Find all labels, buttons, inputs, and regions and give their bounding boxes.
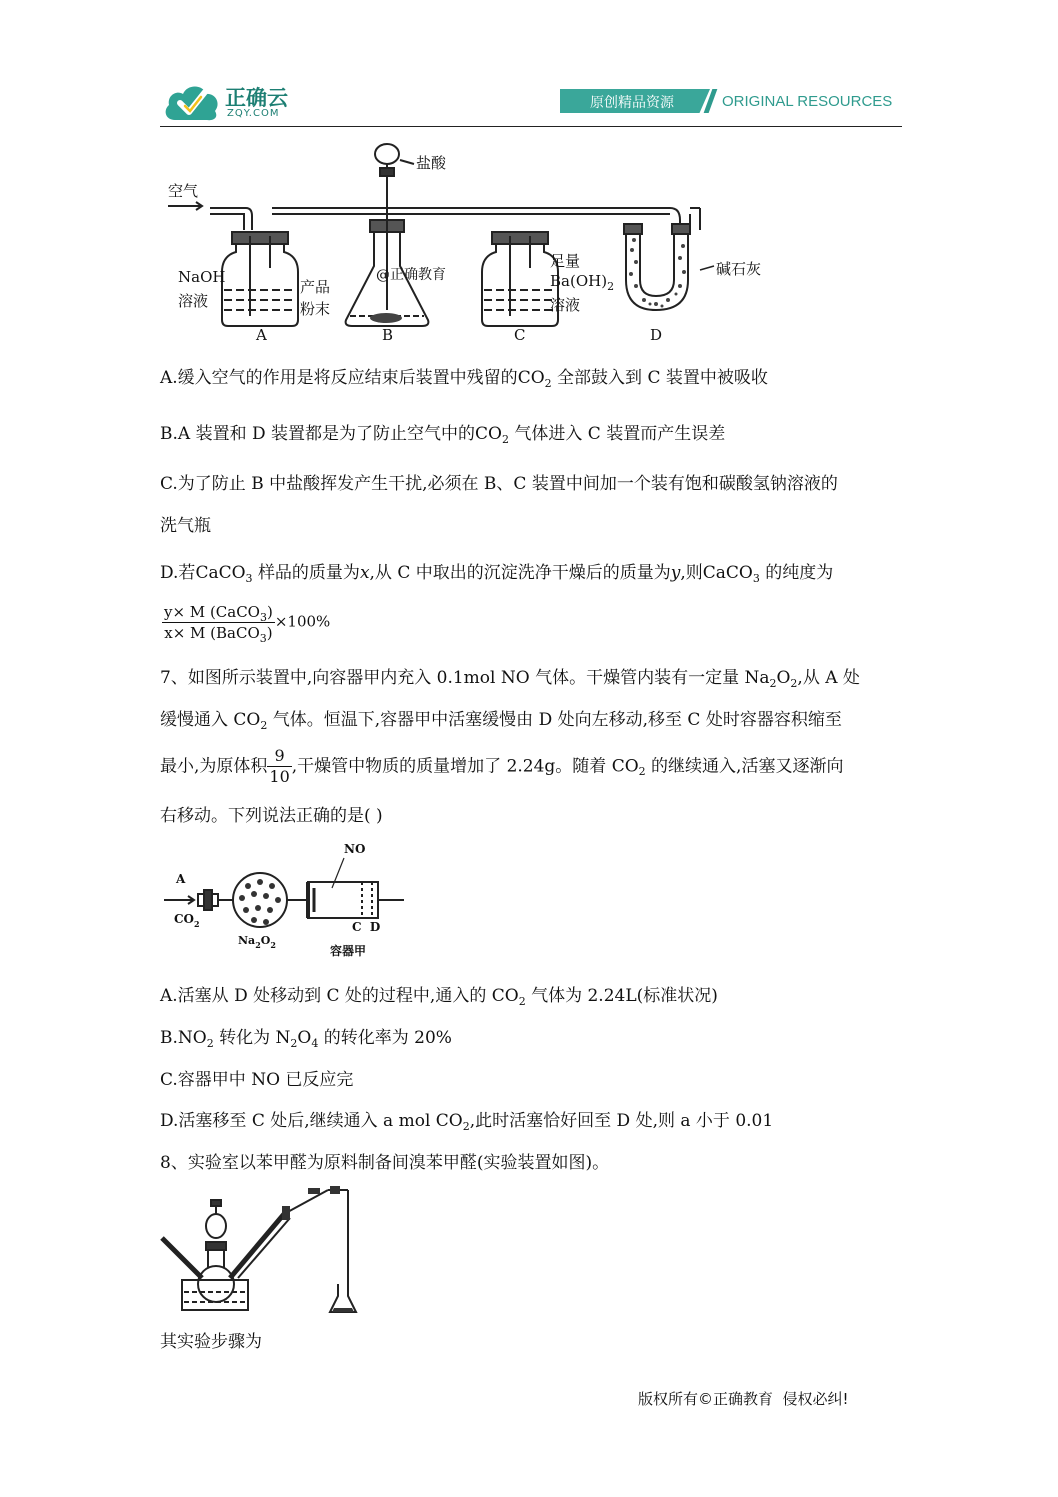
fig2-label-a: A	[176, 872, 186, 886]
fig2-label-na2o2: $Na_2O_2$	[238, 934, 276, 950]
label-naoh: NaOH	[178, 268, 226, 286]
fig2-label-container: 容器甲	[330, 944, 367, 958]
q7-line2: 缓慢通入 $CO_2$ 气体。恒温下,容器甲中活塞缓慢由 D 处向左移动,移至 C 处时容器容积缩至	[160, 710, 842, 732]
q8-steps-heading: 其实验步骤为	[160, 1332, 262, 1352]
q6-option-b: B.A 装置和 D 装置都是为了防止空气中的$CO_2$ 气体进入 C 装置而产生误差	[160, 424, 726, 446]
volume-fraction: $\frac{9}{10}$	[269, 746, 290, 786]
label-powder: 粉末	[300, 300, 331, 318]
q7-line1: 7、如图所示装置中,向容器甲内充入 0.1mol NO 气体。干燥管内装有一定量 $Na_2O_2$,从 A 处	[160, 668, 860, 690]
fig2-label-no: NO	[344, 842, 366, 856]
distillation-diagram	[158, 1180, 368, 1316]
figure-drying-tube	[160, 838, 410, 963]
q6-option-a: A.缓入空气的作用是将反应结束后装置中残留的$CO_2$ 全部鼓入到 C 装置中被吸收	[160, 368, 768, 390]
label-hcl: 盐酸	[416, 154, 447, 172]
q6-option-c-line2: 洗气瓶	[160, 516, 211, 536]
label-naoh-solution: 溶液	[178, 292, 209, 310]
logo-name: 正确云	[225, 86, 288, 110]
label-watermark: @正确教育	[376, 267, 446, 283]
fig2-label-cd: C D	[352, 920, 381, 934]
q6-option-d: D.若CaCO$_3$ 样品的质量为x,从 C 中取出的沉淀洗净干燥后的质量为y,则CaCO$_3$ 的纯度为	[160, 563, 834, 585]
header-rule	[160, 126, 902, 127]
figure-apparatus-abcd	[160, 140, 780, 350]
label-air: 空气	[168, 182, 199, 200]
label-d: D	[650, 326, 663, 344]
q7-line3: 最小,为原体积 $\frac{9}{10}$ ,干燥管中物质的质量增加了 2.24g。随着 $CO_2$ 的继续通入,活塞又逐渐向	[160, 746, 844, 786]
q7-option-b: $B.NO_2$ 转化为 $N_2O_4$ 的转化率为 20%	[160, 1028, 452, 1050]
fig2-label-co2: $CO_2$	[174, 912, 200, 929]
syringe-diagram	[160, 838, 410, 963]
banner-en: ORIGINAL RESOURCES	[722, 93, 893, 110]
cloud-check-icon	[163, 80, 221, 122]
label-enough: 足量	[550, 252, 581, 270]
q6-option-c-line1: C.为了防止 B 中盐酸挥发产生干扰,必须在 B、C 装置中间加一个装有饱和碳酸氢钠溶液的	[160, 474, 838, 494]
figure-distillation-apparatus	[158, 1180, 368, 1316]
label-c: C	[514, 326, 526, 344]
q6-purity-formula: $\frac{y\times M (CaCO_3)}{x\times M (BaCO_3)}$ ×100%	[164, 603, 331, 645]
banner-cn: 原创精品资源	[590, 95, 674, 111]
label-product: 产品	[300, 278, 331, 296]
footer-copyright: 版权所有©正确教育 侵权必纠!	[638, 1390, 849, 1408]
logo-domain: ZQY.COM	[227, 108, 280, 119]
q7-option-d: D.活塞移至 C 处后,继续通入 a mol $CO_2$,此时活塞恰好回至 D 处,则 a 小于 0.01	[160, 1111, 774, 1133]
label-a: A	[256, 326, 267, 344]
label-baoh2-solution: 溶液	[550, 296, 581, 314]
label-baoh2: $Ba(OH)_2$	[550, 272, 615, 293]
purity-fraction: $\frac{y\times M (CaCO_3)}{x\times M (BaCO_3)}$	[164, 603, 273, 645]
q7-option-c: C.容器甲中 NO 已反应完	[160, 1070, 354, 1090]
label-b: B	[382, 326, 394, 344]
label-soda-lime: 碱石灰	[716, 260, 762, 278]
apparatus-diagram	[160, 140, 780, 350]
logo	[163, 80, 293, 124]
q7-line4: 右移动。下列说法正确的是( )	[160, 806, 383, 826]
q8-intro: 8、实验室以苯甲醛为原料制备间溴苯甲醛(实验装置如图)。	[160, 1153, 610, 1173]
q7-option-a: A.活塞从 D 处移动到 C 处的过程中,通入的 $CO_2$ 气体为 2.24L(标准状况)	[160, 986, 718, 1008]
